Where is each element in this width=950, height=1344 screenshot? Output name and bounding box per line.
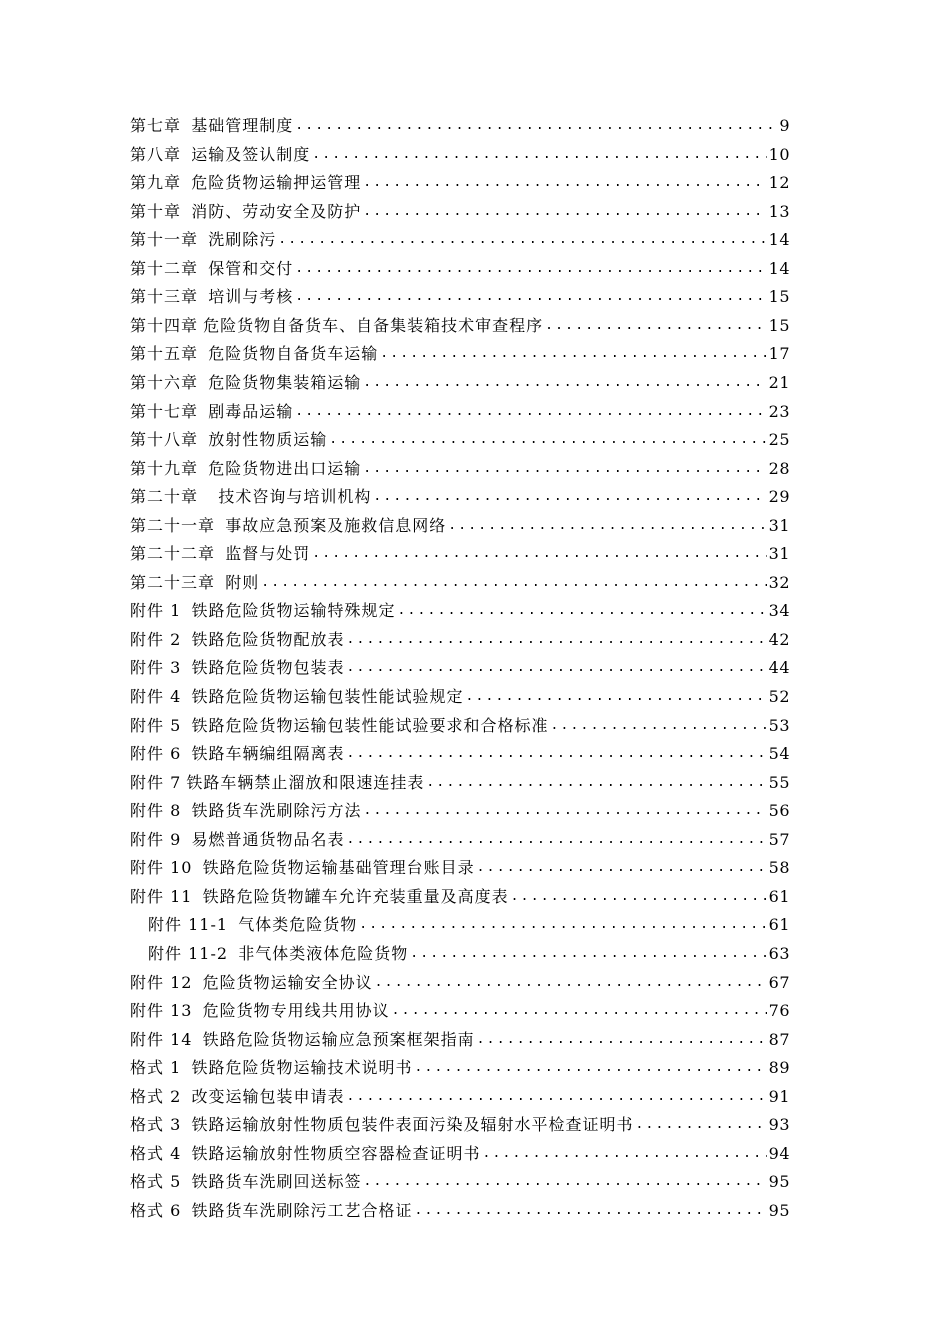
toc-entry-label: 附件 11: [130, 886, 193, 906]
toc-dot-leader: [410, 943, 766, 965]
toc-dot-leader: [545, 315, 767, 337]
toc-entry-page: 42: [768, 629, 790, 649]
toc-entry-gap: [181, 1057, 191, 1079]
toc-entry-label: 附件 3: [130, 658, 182, 678]
toc-entry-title: 改变运输包装申请表: [191, 1086, 345, 1106]
toc-entry-page: 34: [768, 601, 790, 621]
toc-entry-label: 附件 4: [130, 687, 182, 706]
toc-entry-page: 54: [768, 744, 790, 764]
toc-entry-title: 保管和交付: [208, 258, 294, 278]
toc-dot-leader: [346, 629, 766, 651]
toc-entry[interactable]: [130, 1086, 790, 1108]
toc-entry-gap: [198, 458, 208, 480]
toc-entry-title: 铁路危险货物运输包装性能试验要求和合格标准: [191, 715, 549, 735]
toc-dot-leader: [295, 286, 766, 308]
toc-entry-label: 附件 8: [130, 801, 182, 821]
toc-entry-title: 剧毒品运输: [208, 401, 294, 421]
toc-entry-page: 32: [768, 572, 790, 592]
toc-entry-title: 气体类危险货物: [238, 915, 358, 935]
toc-entry-title: 监督与处罚: [225, 544, 311, 564]
toc-entry-gap: [181, 657, 191, 679]
toc-entry-gap: [192, 972, 202, 994]
toc-entry[interactable]: [130, 1171, 790, 1193]
toc-entry-page: 94: [768, 1143, 790, 1163]
toc-dot-leader: [346, 1086, 766, 1108]
toc-entry-page: 57: [768, 829, 790, 849]
toc-entry-page: 31: [768, 544, 790, 564]
toc-entry-label: 附件 9: [130, 829, 182, 849]
toc-entry[interactable]: [130, 543, 790, 565]
toc-entry-label: 第十八章: [130, 430, 199, 450]
toc-entry[interactable]: [130, 715, 790, 737]
toc-entry-label: 附件 11-1: [148, 915, 229, 935]
toc-entry[interactable]: [148, 914, 790, 936]
toc-dot-leader: [373, 486, 766, 508]
toc-entry[interactable]: [130, 886, 790, 908]
toc-entry[interactable]: [130, 1000, 790, 1022]
toc-entry[interactable]: [130, 343, 790, 365]
toc-dot-leader: [477, 1029, 767, 1051]
toc-dot-leader: [363, 458, 766, 480]
toc-entry[interactable]: [130, 144, 790, 166]
toc-entry-label: 第十七章: [130, 401, 199, 421]
toc-entry-page: 67: [768, 972, 790, 992]
toc-entry[interactable]: [130, 429, 790, 451]
toc-entry-label: 第十五章: [130, 344, 199, 364]
toc-entry-title: 消防、劳动安全及防护: [191, 201, 362, 221]
toc-entry[interactable]: [130, 857, 790, 879]
toc-dot-leader: [635, 1114, 766, 1136]
toc-entry-gap: [181, 715, 191, 737]
toc-entry-title: 放射性物质运输: [208, 430, 328, 450]
toc-entry[interactable]: [130, 743, 790, 765]
toc-dot-leader: [465, 686, 766, 708]
toc-entry-label: 附件 6: [130, 744, 182, 764]
toc-entry-page: 95: [768, 1200, 790, 1220]
toc-entry-page: 13: [768, 201, 790, 221]
toc-entry-gap: [198, 258, 208, 280]
toc-entry-page: 53: [768, 715, 790, 735]
toc-entry-label: 第十三章: [130, 287, 199, 307]
toc-entry-title: 技术咨询与培训机构: [218, 487, 372, 507]
toc-entry-page: 12: [768, 173, 790, 193]
toc-entry-title: 铁路危险货物运输特殊规定: [191, 601, 396, 621]
toc-dot-leader: [363, 372, 766, 394]
toc-entry-gap: [198, 343, 208, 365]
toc-entry[interactable]: [130, 829, 790, 851]
toc-entry[interactable]: [130, 515, 790, 537]
toc-entry[interactable]: [148, 943, 790, 965]
toc-entry-title: 事故应急预案及施救信息网络: [225, 515, 447, 535]
toc-dot-leader: [363, 201, 766, 223]
toc-dot-leader: [414, 1057, 766, 1079]
toc-entry-gap: [181, 1086, 191, 1108]
toc-entry-page: 76: [768, 1001, 790, 1021]
toc-entry-title: 培训与考核: [208, 287, 294, 307]
toc-entry-gap: [181, 629, 191, 651]
toc-entry-page: 17: [768, 344, 790, 364]
toc-entry[interactable]: [130, 1143, 790, 1165]
toc-entry-title: 铁路货车洗刷除污工艺合格证: [191, 1200, 413, 1220]
toc-entry-title: 铁路运输放射性物质空容器检查证明书: [191, 1143, 481, 1163]
toc-entry[interactable]: [130, 115, 790, 137]
toc-entry[interactable]: [130, 657, 790, 679]
toc-entry-title: 铁路危险货物运输技术说明书: [191, 1058, 413, 1078]
toc-entry-page: 10: [768, 144, 790, 164]
toc-entry-label: 第十章: [130, 201, 182, 221]
toc-dot-leader: [346, 743, 766, 765]
toc-entry[interactable]: [130, 629, 790, 651]
toc-entry-title: 运输及签认制度: [191, 144, 311, 164]
toc-entry-title: 易燃普通货物品名表: [191, 829, 345, 849]
toc-dot-leader: [363, 1171, 766, 1193]
toc-entry-page: 31: [768, 515, 790, 535]
toc-entry-label: 附件 5: [130, 715, 182, 735]
toc-entry-title: 铁路车辆编组隔离表: [191, 744, 345, 764]
toc-entry-page: 29: [768, 487, 790, 507]
toc-entry-title: 危险货物进出口运输: [208, 458, 362, 478]
toc-entry-page: 91: [768, 1086, 790, 1106]
toc-entry-label: 附件 2: [130, 629, 182, 649]
toc-entry-title: 附则: [225, 572, 260, 592]
toc-entry-gap: [198, 229, 208, 251]
toc-dot-leader: [482, 1143, 766, 1165]
toc-entry-label: 附件 14: [130, 1029, 193, 1049]
toc-entry-title: 铁路运输放射性物质包装件表面污染及辐射水平检查证明书: [191, 1115, 634, 1135]
toc-dot-leader: [511, 886, 767, 908]
toc-dot-leader: [312, 543, 766, 565]
toc-entry-title: 铁路危险货物运输基础管理台账目录: [202, 858, 475, 878]
toc-entry-label: 第二十三章: [130, 572, 216, 592]
toc-dot-leader: [414, 1200, 766, 1222]
toc-entry-page: 9: [779, 116, 790, 135]
toc-entry-gap: [181, 1200, 191, 1222]
toc-entry-label: 附件 10: [130, 858, 193, 878]
toc-entry-title: 危险货物自备货车、自备集装箱技术审查程序: [203, 315, 544, 335]
toc-entry-gap: [181, 172, 191, 194]
toc-entry-gap: [198, 486, 218, 508]
toc-entry-page: 23: [768, 401, 790, 421]
toc-entry-label: 第十二章: [130, 258, 199, 278]
toc-entry-title: 铁路货车洗刷除污方法: [191, 801, 362, 821]
toc-entry-label: 格式 3: [130, 1115, 182, 1135]
toc-entry-page: 95: [768, 1172, 790, 1192]
toc-entry[interactable]: [130, 315, 790, 337]
toc-entry-gap: [181, 1171, 191, 1193]
toc-entry-label: 第八章: [130, 144, 182, 164]
toc-entry-label: 第十四章: [130, 315, 199, 335]
toc-entry-page: 58: [768, 858, 790, 878]
toc-entry-title: 危险货物集装箱运输: [208, 372, 362, 392]
toc-dot-leader: [346, 657, 766, 679]
toc-entry-page: 15: [768, 287, 790, 307]
toc-entry-title: 非气体类液体危险货物: [238, 943, 409, 963]
toc-entry[interactable]: [130, 258, 790, 280]
toc-entry-label: 附件 11-2: [148, 943, 229, 963]
toc-entry-title: 铁路货车洗刷回送标签: [191, 1172, 362, 1192]
toc-entry-gap: [181, 800, 191, 822]
toc-entry-page: 52: [768, 687, 790, 706]
toc-entry-title: 危险货物运输安全协议: [202, 972, 373, 992]
toc-dot-leader: [295, 401, 766, 423]
toc-entry-gap: [192, 857, 202, 879]
toc-entry-page: 28: [768, 458, 790, 478]
toc-entry-gap: [228, 943, 238, 965]
toc-entry-page: 61: [768, 886, 790, 906]
toc-entry[interactable]: [130, 201, 790, 223]
toc-dot-leader: [278, 229, 766, 251]
toc-entry-page: 63: [768, 943, 790, 963]
toc-entry[interactable]: [130, 772, 790, 794]
toc-entry-page: 14: [768, 258, 790, 278]
toc-entry-gap: [181, 829, 191, 851]
toc-entry-gap: [215, 543, 225, 565]
toc-entry-label: 第二十一章: [130, 515, 216, 535]
toc-entry-label: 附件 7: [130, 772, 182, 792]
toc-entry-gap: [198, 401, 208, 423]
toc-entry[interactable]: [130, 172, 790, 194]
toc-dot-leader: [359, 914, 766, 936]
toc-entry-page: 56: [768, 801, 790, 821]
toc-entry-label: 格式 4: [130, 1143, 182, 1163]
toc-entry-title: 危险货物运输押运管理: [191, 173, 362, 193]
toc-entry-label: 格式 6: [130, 1200, 182, 1220]
toc-dot-leader: [261, 572, 766, 594]
toc-entry[interactable]: [130, 800, 790, 822]
toc-entry-page: 55: [768, 772, 790, 792]
toc-entry-label: 附件 13: [130, 1001, 193, 1021]
toc-dot-leader: [329, 429, 766, 451]
toc-entry-gap: [192, 1000, 202, 1022]
toc-entry[interactable]: [130, 458, 790, 480]
toc-entry-page: 61: [768, 915, 790, 935]
toc-entry-label: 第七章: [130, 116, 182, 135]
toc-entry[interactable]: [130, 600, 790, 622]
toc-entry[interactable]: [130, 286, 790, 308]
toc-entry[interactable]: [130, 572, 790, 594]
toc-entry-gap: [181, 1114, 191, 1136]
toc-entry[interactable]: [130, 1057, 790, 1079]
toc-entry-page: 21: [768, 372, 790, 392]
toc-entry[interactable]: [130, 372, 790, 394]
toc-dot-leader: [550, 715, 766, 737]
toc-entry[interactable]: [130, 401, 790, 423]
toc-entry[interactable]: [130, 972, 790, 994]
toc-entry-gap: [215, 572, 225, 594]
toc-entry-label: 第十一章: [130, 230, 199, 250]
toc-entry-title: 洗刷除污: [208, 230, 277, 250]
toc-entry-title: 铁路危险货物罐车允许充装重量及高度表: [202, 886, 509, 906]
toc-entry-title: 危险货物自备货车运输: [208, 344, 379, 364]
toc-entry-title: 铁路危险货物运输应急预案框架指南: [202, 1029, 475, 1049]
toc-entry[interactable]: [130, 686, 790, 708]
toc-entry-gap: [192, 1029, 202, 1051]
toc-dot-leader: [346, 829, 766, 851]
toc-entry-title: 危险货物专用线共用协议: [202, 1001, 390, 1021]
toc-dot-leader: [295, 258, 766, 280]
toc-entry-title: 铁路车辆禁止溜放和限速连挂表: [186, 772, 425, 792]
toc-dot-leader: [477, 857, 767, 879]
toc-entry-label: 第九章: [130, 173, 182, 193]
toc-entry[interactable]: [130, 229, 790, 251]
toc-entry-label: 附件 1: [130, 601, 182, 621]
toc-entry-title: 基础管理制度: [191, 116, 294, 135]
toc-entry-label: 附件 12: [130, 972, 193, 992]
toc-entry[interactable]: [130, 1029, 790, 1051]
toc-dot-leader: [295, 115, 777, 137]
toc-entry-gap: [228, 914, 238, 936]
toc-entry-page: 44: [768, 658, 790, 678]
toc-entry-gap: [181, 600, 191, 622]
toc-dot-leader: [312, 144, 766, 166]
toc-entry-label: 第十九章: [130, 458, 199, 478]
toc-entry-label: 第二十二章: [130, 544, 216, 564]
toc-entry-gap: [215, 515, 225, 537]
toc-dot-leader: [363, 172, 766, 194]
toc-entry-gap: [181, 115, 191, 137]
toc-entry-page: 14: [768, 230, 790, 250]
toc-entry-title: 铁路危险货物运输包装性能试验规定: [191, 687, 464, 706]
toc-entry-gap: [198, 372, 208, 394]
toc-dot-leader: [392, 1000, 767, 1022]
toc-entry-page: 93: [768, 1115, 790, 1135]
toc-dot-leader: [426, 772, 766, 794]
toc-entry-gap: [181, 686, 191, 708]
toc-entry-page: 15: [768, 315, 790, 335]
toc-dot-leader: [363, 800, 766, 822]
toc-entry-label: 第二十章: [130, 487, 199, 507]
toc-entry-page: 87: [768, 1029, 790, 1049]
toc-entry-gap: [181, 201, 191, 223]
toc-entry-page: 89: [768, 1058, 790, 1078]
toc-entry-label: 格式 1: [130, 1058, 182, 1078]
toc-entry-title: 铁路危险货物包装表: [191, 658, 345, 678]
toc-entry[interactable]: [130, 1200, 790, 1222]
toc-entry-gap: [198, 286, 208, 308]
toc-dot-leader: [380, 343, 766, 365]
toc-entry-gap: [181, 144, 191, 166]
toc-entry-gap: [192, 886, 202, 908]
toc-entry[interactable]: [130, 486, 790, 508]
toc-entry-page: 25: [768, 430, 790, 450]
toc-entry-label: 格式 5: [130, 1172, 182, 1192]
toc-entry-title: 铁路危险货物配放表: [191, 629, 345, 649]
toc-entry-label: 第十六章: [130, 372, 199, 392]
toc-dot-leader: [397, 600, 766, 622]
toc-entry-gap: [181, 743, 191, 765]
toc-dot-leader: [375, 972, 767, 994]
toc-entry-label: 格式 2: [130, 1086, 182, 1106]
toc-entry-gap: [181, 1143, 191, 1165]
toc-dot-leader: [448, 515, 766, 537]
toc-entry-gap: [198, 429, 208, 451]
toc-entry[interactable]: [130, 1114, 790, 1136]
